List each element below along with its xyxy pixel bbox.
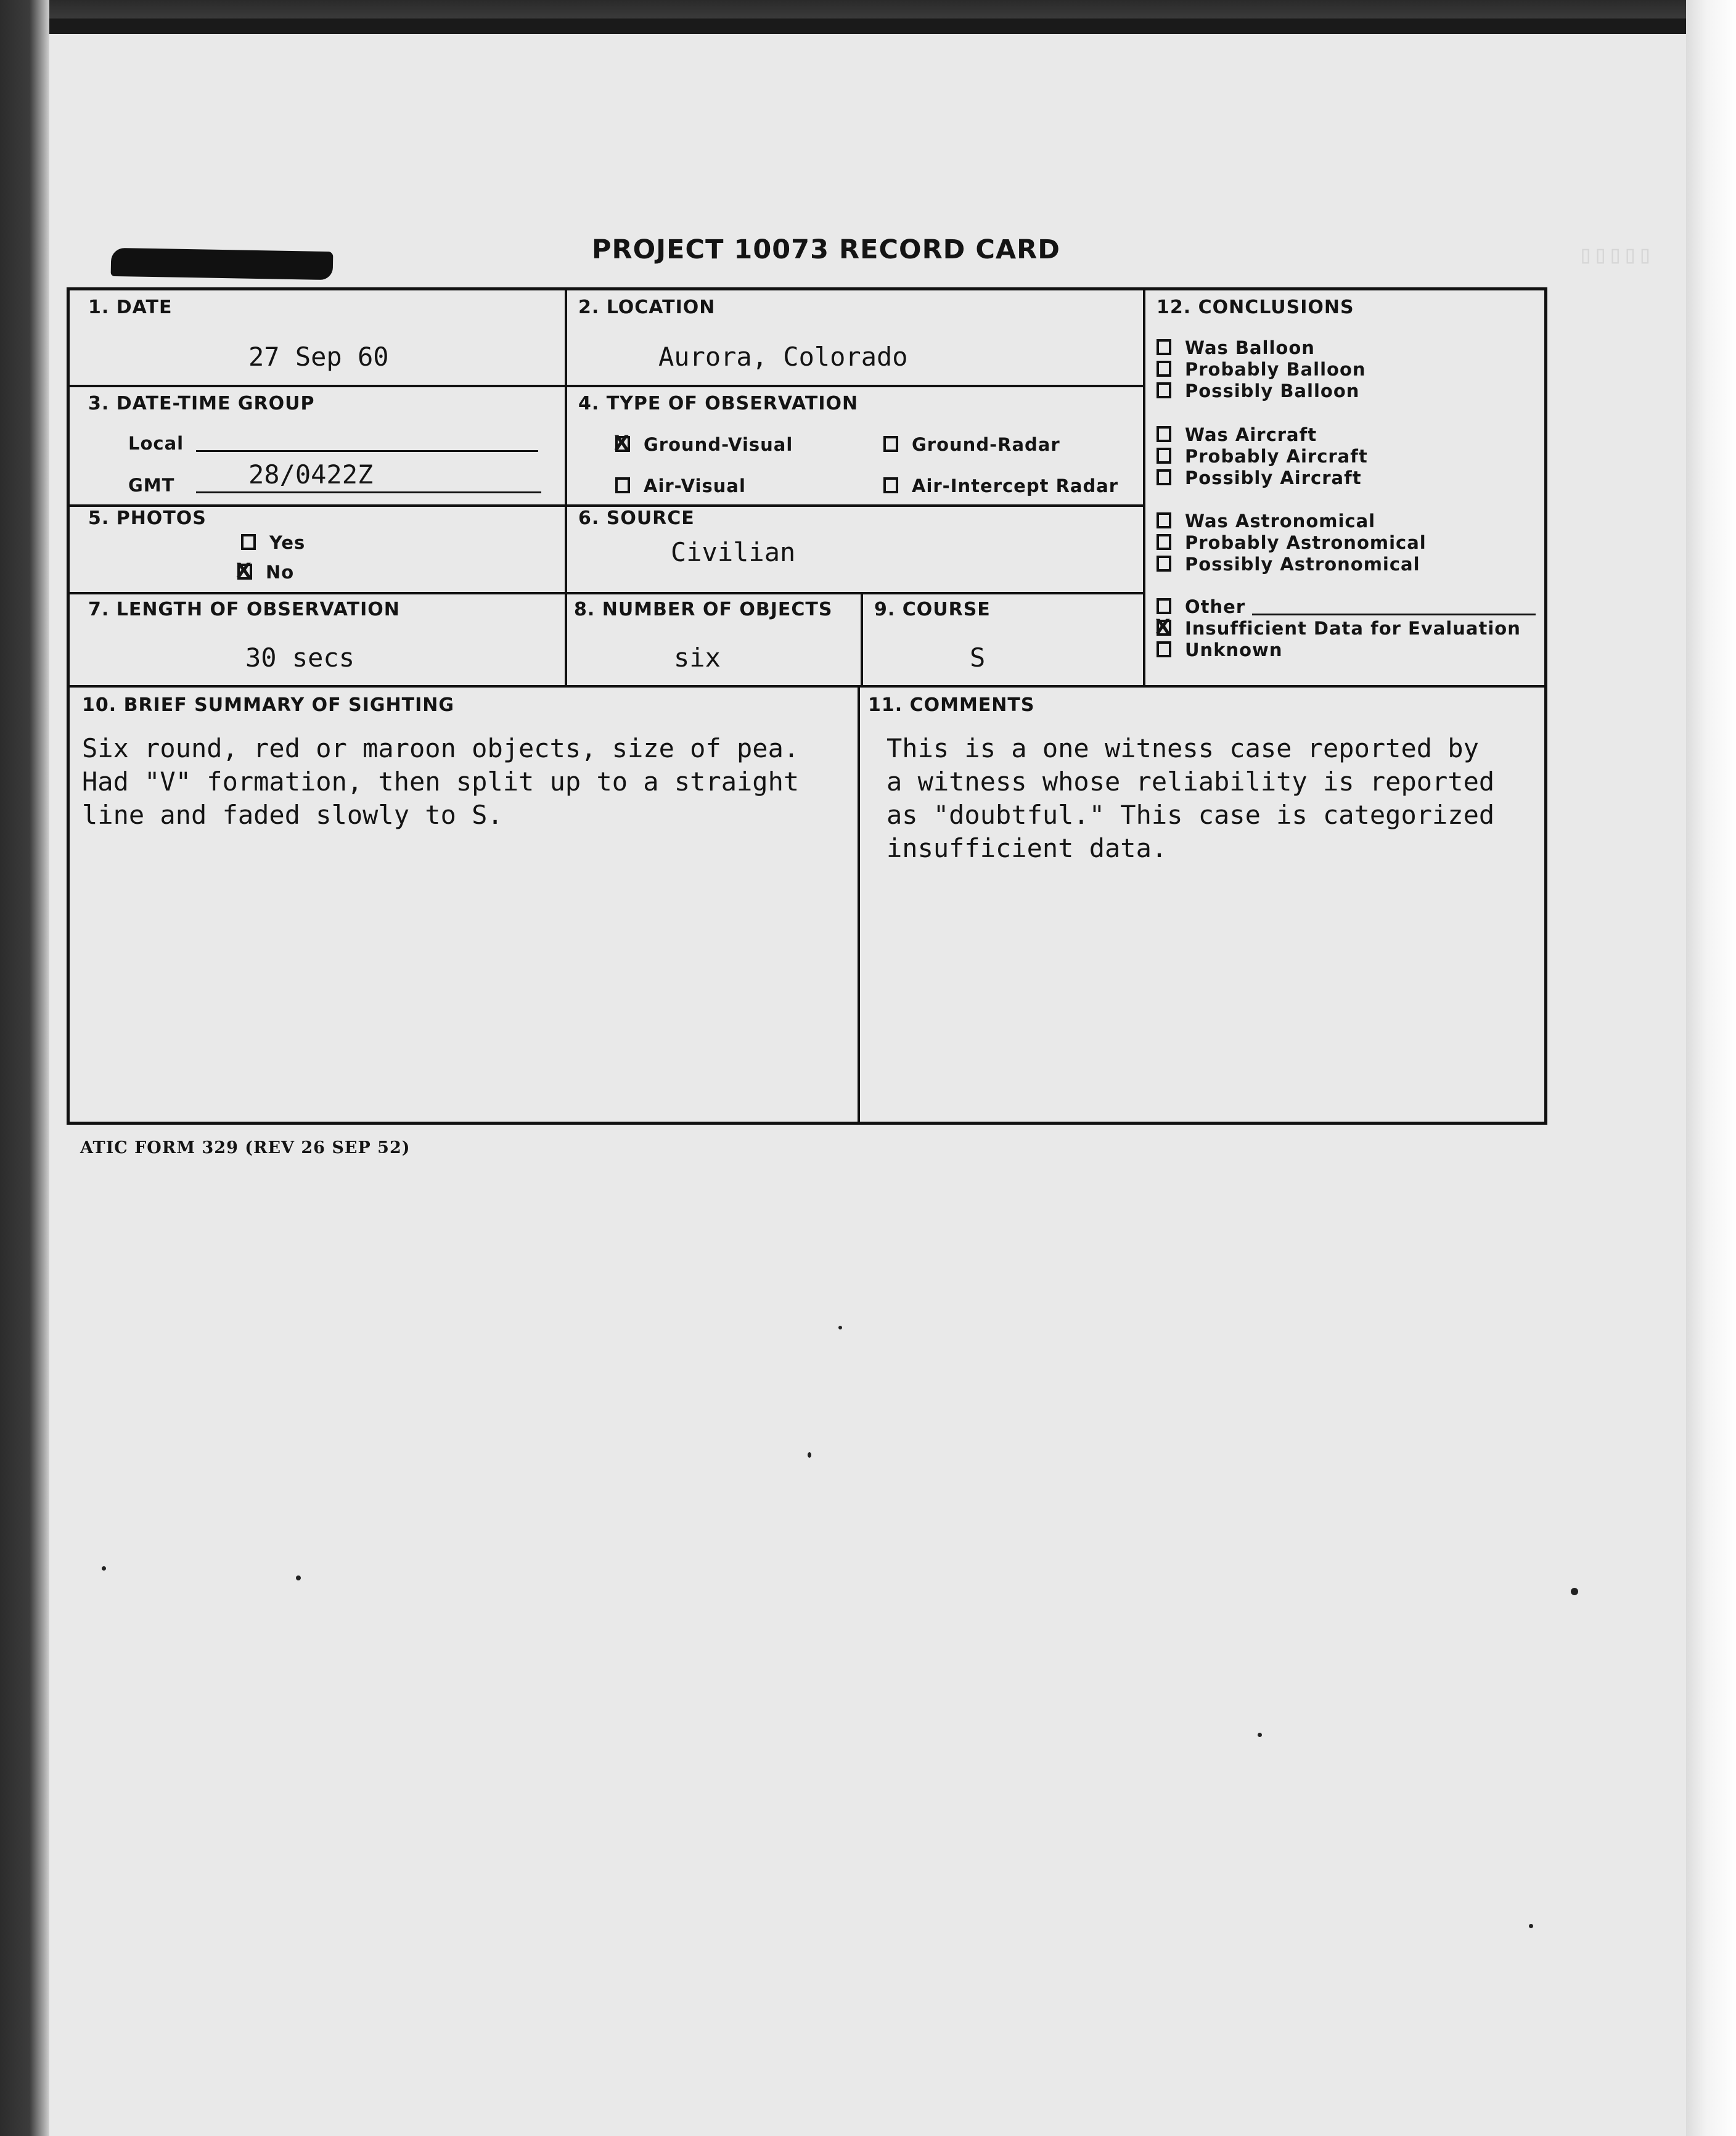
conclusion-possibly-aircraft: Possibly Aircraft: [1157, 467, 1362, 488]
card-title: PROJECT 10073 RECORD CARD: [592, 234, 1060, 265]
conclusion-possibly-balloon: Possibly Balloon: [1157, 380, 1359, 401]
summary-label: 10. BRIEF SUMMARY OF SIGHTING: [82, 694, 454, 716]
checkbox-icon: [1157, 382, 1171, 398]
photos-option-yes: Yes: [241, 532, 305, 553]
scan-left-edge: [0, 0, 49, 2136]
summary-line: Six round, red or maroon objects, size of pea.: [82, 733, 800, 763]
other-field: [1252, 614, 1536, 615]
conclusions-label: 12. CONCLUSIONS: [1157, 297, 1354, 318]
course-label: 9. COURSE: [874, 599, 991, 620]
scan-speck: [102, 1566, 106, 1571]
number-of-objects-label: 8. NUMBER OF OBJECTS: [574, 599, 833, 620]
row-divider: [70, 592, 1143, 594]
gmt-value: 28/0422Z: [248, 459, 374, 490]
conclusion-was-aircraft: Was Aircraft: [1157, 424, 1317, 445]
conclusion-probably-aircraft: Probably Aircraft: [1157, 446, 1368, 467]
conclusion-possibly-astronomical: Possibly Astronomical: [1157, 554, 1420, 575]
checkbox-icon: [1157, 339, 1171, 355]
comment-line: a witness whose reliability is reported: [886, 766, 1495, 797]
location-value: Aurora, Colorado: [658, 342, 908, 372]
option-air-visual: Air-Visual: [615, 475, 746, 496]
length-value: 30 secs: [245, 643, 355, 673]
checkbox-icon: [1157, 556, 1171, 572]
checkbox-icon: [1157, 534, 1171, 550]
course-value: S: [970, 643, 986, 673]
comment-line: This is a one witness case reported by: [886, 733, 1479, 763]
location-label: 2. LOCATION: [578, 297, 716, 318]
redaction-mark: [111, 248, 334, 280]
checkbox-icon: [615, 436, 630, 452]
conclusion-was-astronomical: Was Astronomical: [1157, 511, 1375, 532]
form-id: ATIC FORM 329 (REV 26 SEP 52): [80, 1138, 411, 1157]
scan-top-edge: [0, 0, 1736, 18]
date-label: 1. DATE: [88, 297, 173, 318]
checkbox-icon: [1157, 512, 1171, 528]
date-value: 27 Sep 60: [248, 342, 389, 372]
scan-speck: [296, 1575, 301, 1580]
comment-line: as "doubtful." This case is categorized: [886, 800, 1495, 830]
checkbox-icon: [883, 477, 898, 493]
conclusion-insufficient-data: XInsufficient Data for Evaluation: [1157, 618, 1521, 639]
summary-line: line and faded slowly to S.: [82, 800, 503, 830]
checkbox-icon: [883, 436, 898, 452]
checkbox-icon: [615, 477, 630, 493]
local-time-field: [196, 450, 538, 452]
row-divider: [70, 504, 1143, 507]
source-value: Civilian: [671, 537, 796, 567]
observation-type-label: 4. TYPE OF OBSERVATION: [578, 393, 859, 414]
option-ground-visual: XGround-Visual: [615, 434, 793, 455]
checkbox-icon: [1157, 361, 1171, 377]
checkbox-icon: [1157, 641, 1171, 657]
column-divider: [1143, 290, 1145, 686]
gmt-label: GMT: [128, 475, 175, 496]
comment-line: insufficient data.: [886, 833, 1168, 863]
conclusion-unknown: Unknown: [1157, 639, 1283, 660]
comments-label: 11. COMMENTS: [868, 694, 1035, 716]
conclusion-other: Other: [1157, 596, 1245, 617]
scan-right-edge: [1686, 0, 1736, 2136]
column-divider: [565, 290, 567, 686]
conclusion-was-balloon: Was Balloon: [1157, 337, 1315, 358]
bleed-through-decoration: ▯▯▯▯▯: [1578, 240, 1653, 269]
source-label: 6. SOURCE: [578, 507, 695, 529]
scan-speck: [1529, 1924, 1533, 1928]
checkbox-icon: [237, 564, 252, 580]
row-divider: [70, 685, 1544, 688]
photos-option-no: XNo: [237, 562, 294, 583]
checkbox-icon: [1157, 426, 1171, 442]
local-time-label: Local: [128, 433, 184, 454]
checkbox-icon: [241, 534, 256, 550]
scan-speck: [808, 1452, 811, 1458]
summary-line: Had "V" formation, then split up to a straight: [82, 766, 800, 797]
checkbox-icon: [1157, 469, 1171, 485]
option-ground-radar: Ground-Radar: [883, 434, 1060, 455]
option-air-intercept-radar: Air-Intercept Radar: [883, 475, 1118, 496]
column-divider: [861, 592, 863, 686]
record-card: [67, 287, 1547, 1125]
checkbox-icon: [1157, 598, 1171, 614]
date-time-group-label: 3. DATE-TIME GROUP: [88, 393, 315, 414]
conclusion-probably-balloon: Probably Balloon: [1157, 359, 1366, 380]
gmt-field: [196, 491, 541, 493]
scan-speck: [1571, 1588, 1578, 1595]
checkbox-icon: [1157, 448, 1171, 464]
length-label: 7. LENGTH OF OBSERVATION: [88, 599, 400, 620]
column-divider: [858, 685, 860, 1122]
scan-speck: [838, 1326, 842, 1329]
number-of-objects-value: six: [674, 643, 721, 673]
photos-label: 5. PHOTOS: [88, 507, 207, 529]
checkbox-icon: [1157, 620, 1171, 636]
row-divider: [70, 385, 1143, 387]
scan-speck: [1258, 1733, 1262, 1737]
conclusion-probably-astronomical: Probably Astronomical: [1157, 532, 1427, 553]
